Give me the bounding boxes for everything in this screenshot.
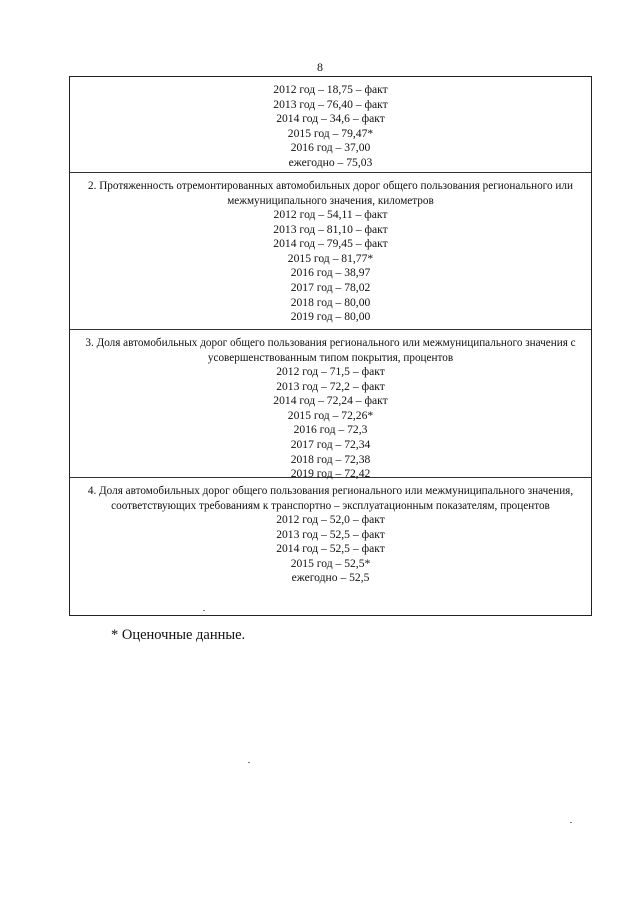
page-number: 8 bbox=[317, 60, 323, 74]
value-line: 2012 год – 18,75 – факт bbox=[273, 83, 388, 96]
value-line: 2016 год – 38,97 bbox=[290, 266, 371, 280]
indicator-row-2 bbox=[70, 173, 591, 330]
indicator-values-1 bbox=[72, 83, 589, 171]
value-line: ежегодно – 75,03 bbox=[288, 155, 373, 169]
value-line: 2018 год – 72,38 bbox=[290, 452, 371, 466]
indicator-values-4 bbox=[72, 513, 589, 586]
scan-speck bbox=[570, 822, 572, 823]
value-line: 2017 год – 78,02 bbox=[290, 280, 371, 294]
value-line: 2012 год – 54,11 – факт bbox=[273, 208, 388, 221]
value-line: 2017 год – 72,34 bbox=[290, 437, 371, 451]
value-line: 2013 год – 72,2 – факт bbox=[276, 379, 385, 393]
value-line: 2015 год – 52,5* bbox=[290, 556, 371, 570]
value-line: 2014 год – 79,45 – факт bbox=[273, 237, 388, 251]
value-line: 2016 год – 72,3 bbox=[293, 423, 368, 437]
indicators-table bbox=[69, 76, 592, 616]
indicator-values-2 bbox=[72, 208, 589, 325]
indicator-row-4 bbox=[70, 478, 591, 617]
indicator-heading-3: 3. Доля автомобильных дорог общего пользования регионального или межмуниципального значения с усовершенствованным типом покрытия, процентов bbox=[85, 337, 576, 364]
value-line: 2012 год – 71,5 – факт bbox=[276, 365, 385, 378]
value-line: 2015 год – 81,77* bbox=[287, 251, 374, 265]
indicator-row-3 bbox=[70, 330, 591, 481]
indicator-row-1 bbox=[70, 77, 591, 173]
scan-speck bbox=[203, 610, 205, 611]
value-line: 2015 год – 72,26* bbox=[287, 408, 374, 422]
indicator-values-3 bbox=[72, 365, 589, 482]
indicator-heading-4: 4. Доля автомобильных дорог общего пользования регионального или межмуниципального значения, соответствующих требованиям к транспортно – эксплуатационным показателям, процентов bbox=[87, 485, 574, 512]
value-line: 2013 год – 52,5 – факт bbox=[276, 527, 385, 541]
value-line: 2014 год – 34,6 – факт bbox=[276, 112, 385, 126]
value-line: 2014 год – 72,24 – факт bbox=[273, 394, 388, 408]
value-line: 2018 год – 80,00 bbox=[290, 295, 371, 309]
value-line: 2019 год – 72,42 bbox=[290, 467, 371, 481]
value-line: 2013 год – 81,10 – факт bbox=[273, 222, 388, 236]
value-line: ежегодно – 52,5 bbox=[291, 571, 370, 585]
value-line: 2015 год – 79,47* bbox=[287, 126, 374, 140]
scan-speck bbox=[248, 762, 250, 763]
value-line: 2014 год – 52,5 – факт bbox=[276, 542, 385, 556]
footnote: * Оценочные данные. bbox=[111, 627, 246, 643]
value-line: 2019 год – 80,00 bbox=[290, 310, 371, 324]
indicator-heading-2: 2. Протяженность отремонтированных автомобильных дорог общего пользования регионального или межмуниципального значения, километров bbox=[88, 180, 573, 207]
value-line: 2012 год – 52,0 – факт bbox=[276, 513, 385, 526]
value-line: 2013 год – 76,40 – факт bbox=[273, 97, 388, 111]
value-line: 2016 год – 37,00 bbox=[290, 141, 371, 155]
